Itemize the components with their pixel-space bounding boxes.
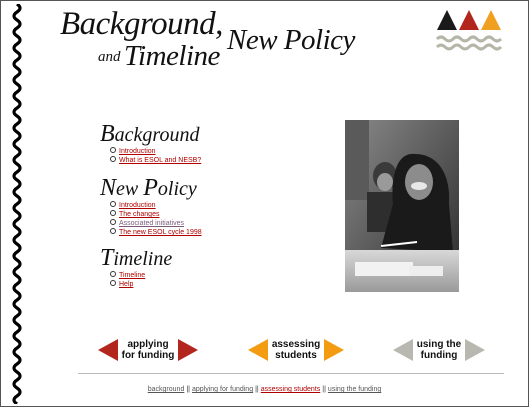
link-what-is-esol[interactable]: What is ESOL and NESB? — [119, 157, 202, 164]
wavy-border-decoration — [10, 4, 24, 404]
arrow-left-icon — [393, 339, 413, 361]
triangles-waves-logo — [436, 8, 504, 56]
section-heading-new-policy: New Policy — [100, 175, 197, 201]
footer-nav — [0, 386, 529, 393]
title-background: Background, — [60, 6, 223, 42]
section-timeline — [100, 245, 173, 289]
arrow-left-icon — [248, 339, 268, 361]
footer-separator: || — [255, 386, 259, 393]
arrow-right-icon — [324, 339, 344, 361]
list-item — [110, 201, 202, 210]
list-item — [110, 228, 202, 237]
footer-separator: || — [186, 386, 190, 393]
logo-triangle-orange — [481, 10, 501, 30]
section-heading-background: Background — [100, 121, 200, 147]
section-background — [100, 121, 202, 165]
logo-triangle-black — [437, 10, 457, 30]
list-item — [110, 271, 172, 280]
timeline-links — [110, 271, 172, 289]
applying-for-funding-button[interactable] — [98, 335, 198, 365]
logo-wave-2 — [437, 45, 501, 49]
link-help[interactable]: Help — [119, 281, 134, 288]
footer-link-using[interactable]: using the funding — [327, 386, 382, 393]
using-label: using the funding — [416, 339, 462, 361]
using-the-funding-button[interactable] — [393, 335, 485, 365]
arrow-right-icon — [178, 339, 198, 361]
logo-wave-1 — [437, 37, 501, 41]
footer-link-background[interactable]: background — [147, 386, 185, 393]
footer-link-applying[interactable]: applying for funding — [191, 386, 254, 393]
list-item — [110, 280, 172, 289]
list-item — [110, 147, 201, 156]
student-photo — [345, 120, 459, 292]
arrow-left-icon — [98, 339, 118, 361]
link-timeline[interactable]: Timeline — [119, 272, 146, 279]
footer-separator: || — [322, 386, 326, 393]
link-introduction[interactable]: Introduction — [119, 148, 156, 155]
section-heading-timeline: Timeline — [100, 245, 173, 271]
list-item — [110, 210, 202, 219]
link-policy-introduction[interactable]: Introduction — [119, 202, 156, 209]
title-new-policy: New Policy — [227, 24, 355, 56]
footer-link-assessing[interactable]: assessing students — [260, 386, 321, 393]
link-associated-initiatives[interactable]: Associated initiatives — [119, 220, 184, 227]
logo-triangle-red — [459, 10, 479, 30]
section-new-policy — [100, 175, 202, 237]
link-esol-cycle-1998[interactable]: The new ESOL cycle 1998 — [119, 229, 202, 236]
title-timeline: Timeline — [124, 40, 220, 72]
title-and: and — [98, 49, 121, 65]
assessing-students-button[interactable] — [248, 335, 344, 365]
new-policy-links — [110, 201, 202, 237]
assessing-label: assessing students — [271, 339, 321, 361]
list-item — [110, 156, 201, 165]
link-the-changes[interactable]: The changes — [119, 211, 160, 218]
background-links — [110, 147, 201, 165]
footer-divider — [78, 373, 504, 374]
arrow-right-icon — [465, 339, 485, 361]
applying-label: applying for funding — [121, 339, 175, 361]
list-item — [110, 219, 202, 228]
